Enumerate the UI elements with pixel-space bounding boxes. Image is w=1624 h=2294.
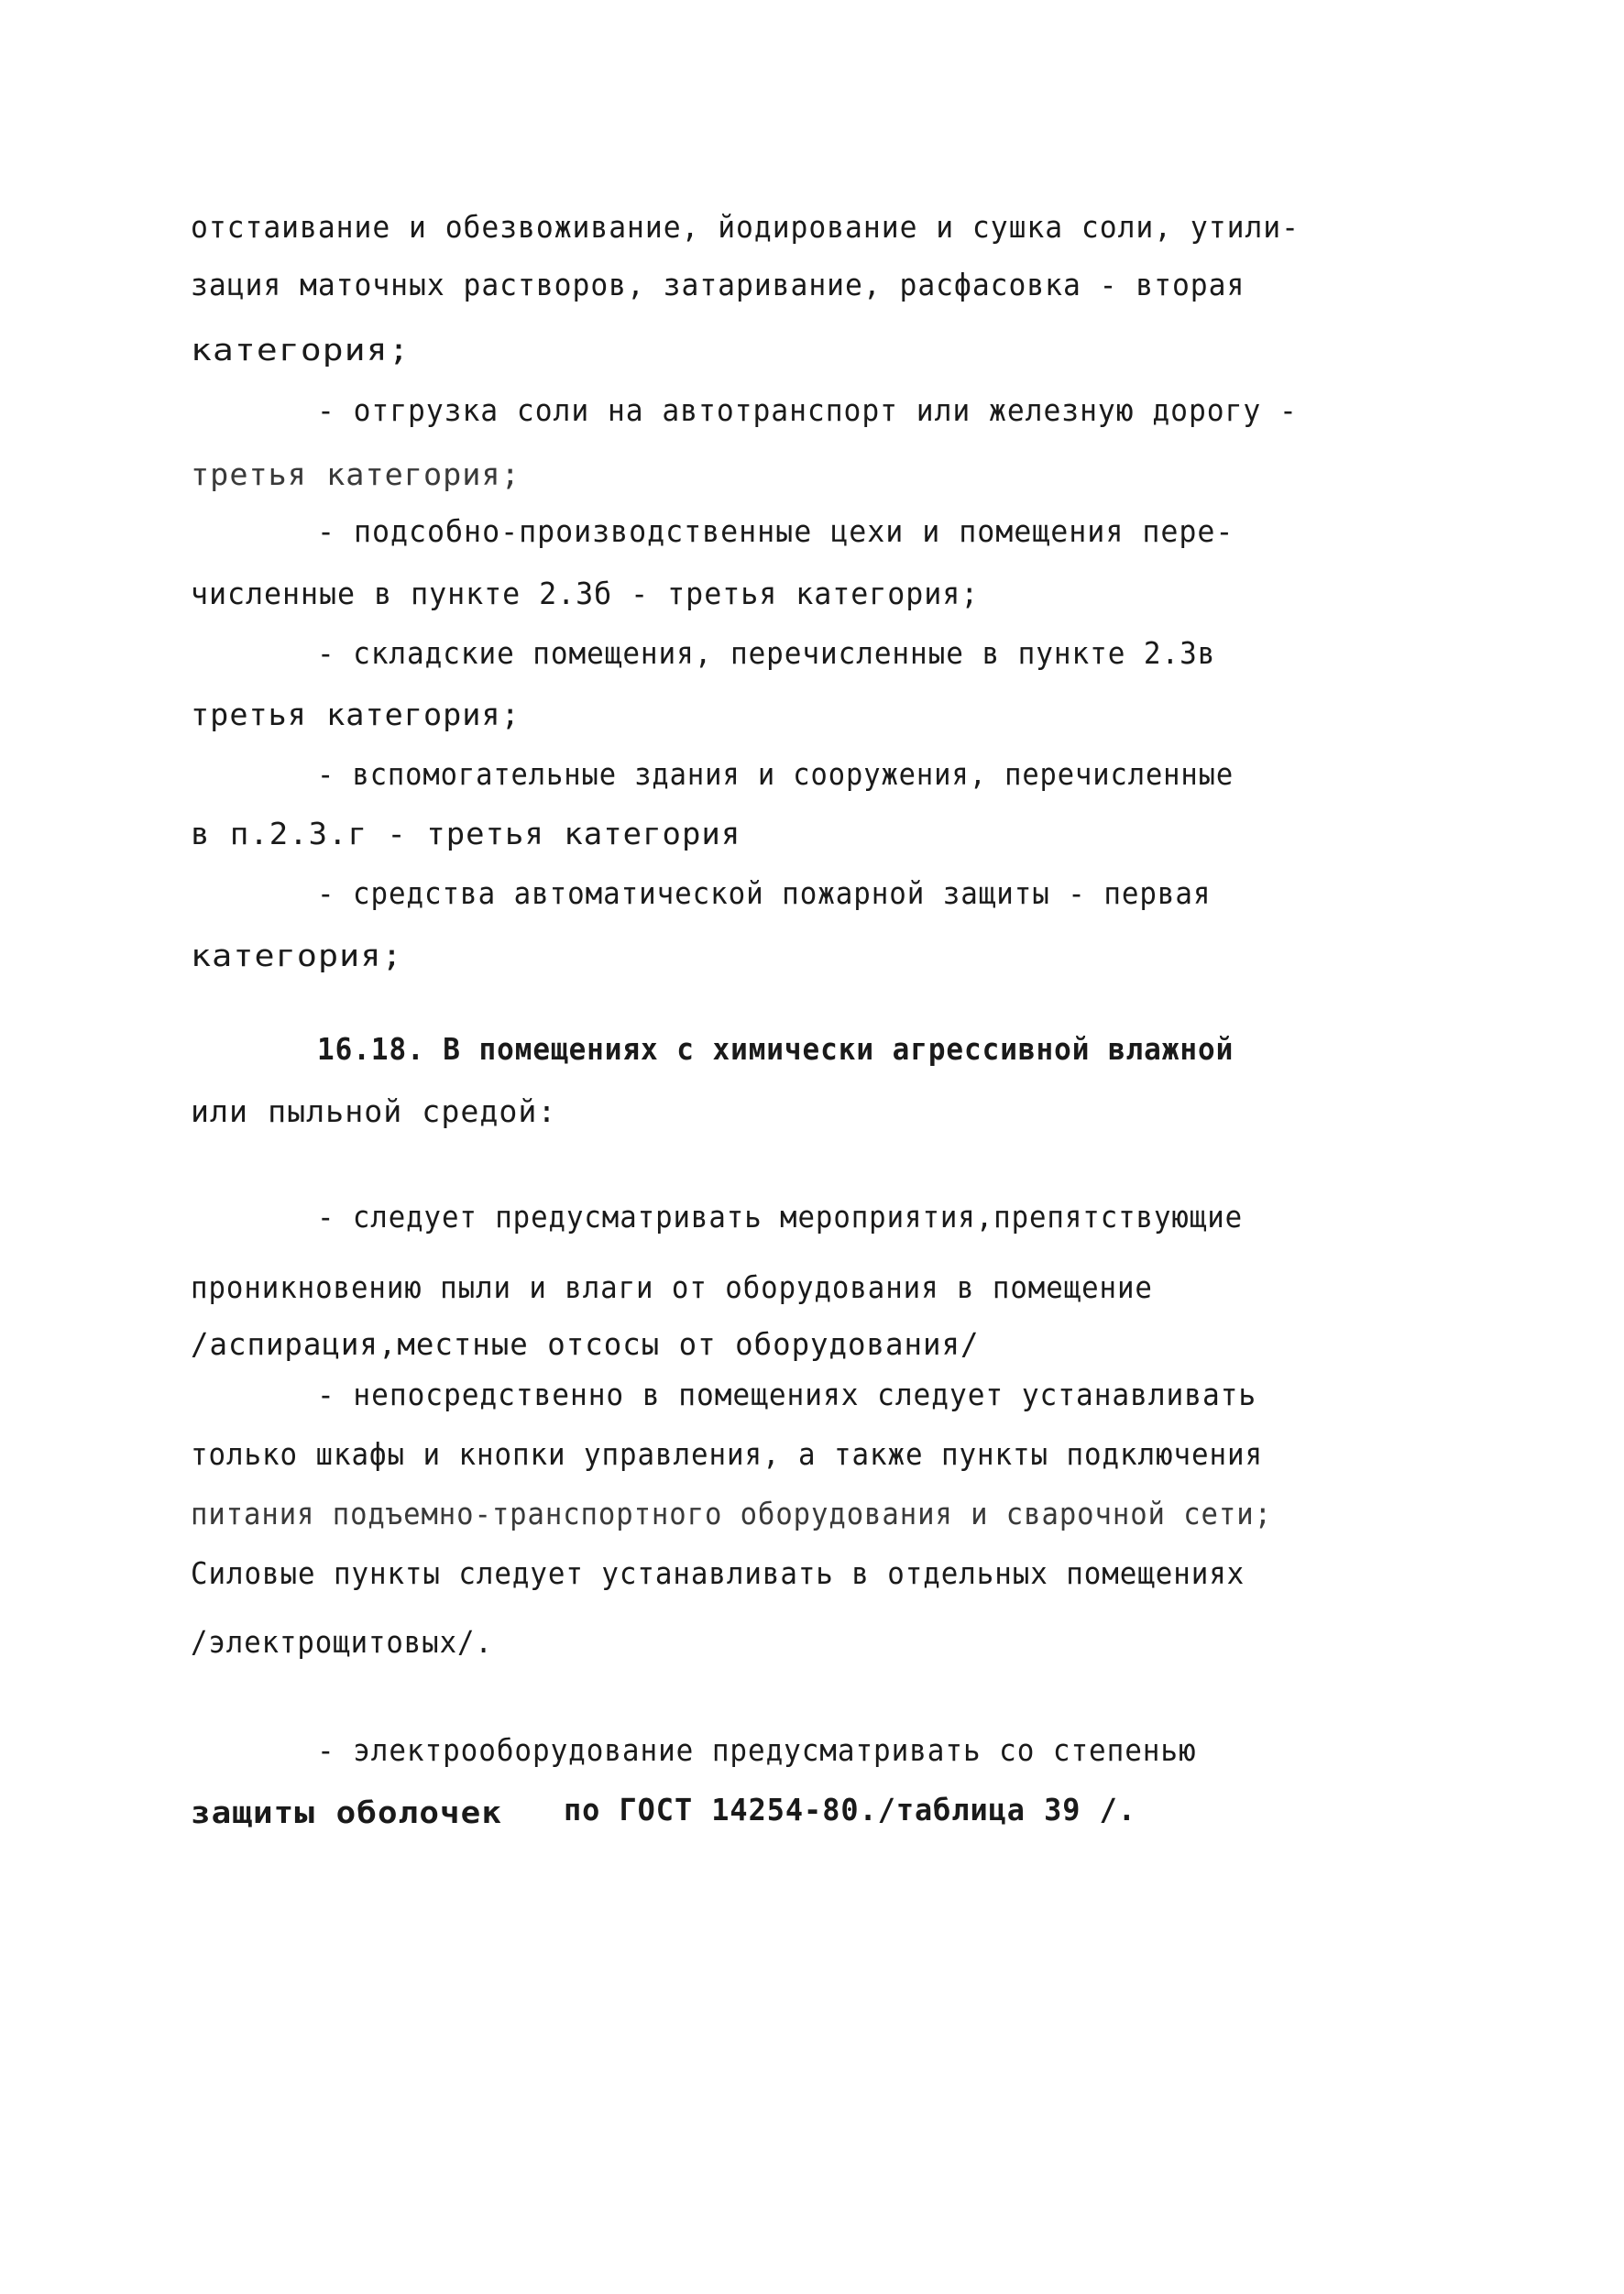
text-line: категория; — [191, 938, 403, 973]
text-line: - отгрузка соли на автотранспорт или железную дорогу - — [317, 392, 1298, 428]
text-line: Силовые пункты следует устанавливать в отдельных помещениях — [191, 1555, 1245, 1591]
text-line: третья категория; — [191, 456, 521, 492]
text-line: - электрооборудование предусматривать со степенью — [317, 1732, 1197, 1768]
text-line: категория; — [191, 332, 411, 368]
text-line: - вспомогательные здания и сооружения, перечисленные — [317, 756, 1234, 792]
text-line: - средства автоматической пожарной защиты - первая — [317, 875, 1212, 911]
text-line: третья категория; — [191, 697, 521, 732]
text-line: /электрощитовых/. — [191, 1624, 493, 1660]
text-line: проникновению пыли и влаги от оборудования в помещение — [191, 1269, 1153, 1305]
text-line: питания подъемно-транспортного оборудования и сварочной сети; — [191, 1496, 1272, 1531]
text-line: защиты оболочек — [191, 1795, 503, 1830]
text-line: или пыльной средой: — [191, 1093, 557, 1129]
text-line: отстаивание и обезвоживание, йодирование и сушка соли, утили- — [191, 209, 1300, 245]
text-line: численные в пункте 2.3б - третья категория; — [191, 576, 980, 611]
text-line: только шкафы и кнопки управления, а также пункты подключения — [191, 1436, 1264, 1472]
text-line: - подсобно-производственные цехи и помещения пере- — [317, 513, 1234, 549]
section-heading: 16.18. В помещениях с химически агрессивной влажной — [317, 1031, 1234, 1067]
text-line: - непосредственно в помещениях следует устанавливать — [317, 1377, 1257, 1412]
text-line: по ГОСТ 14254-80./таблица 39 /. — [564, 1792, 1136, 1828]
text-line: - складские помещения, перечисленные в пункте 2.3в — [317, 635, 1216, 671]
text-line: в п.2.3.г - третья категория — [191, 816, 741, 851]
text-line: зация маточных растворов, затаривание, расфасовка - вторая — [191, 267, 1245, 302]
text-line: /аспирация,местные отсосы от оборудования/ — [191, 1326, 980, 1362]
text-line: - следует предусматривать мероприятия,препятствующие — [317, 1199, 1244, 1235]
